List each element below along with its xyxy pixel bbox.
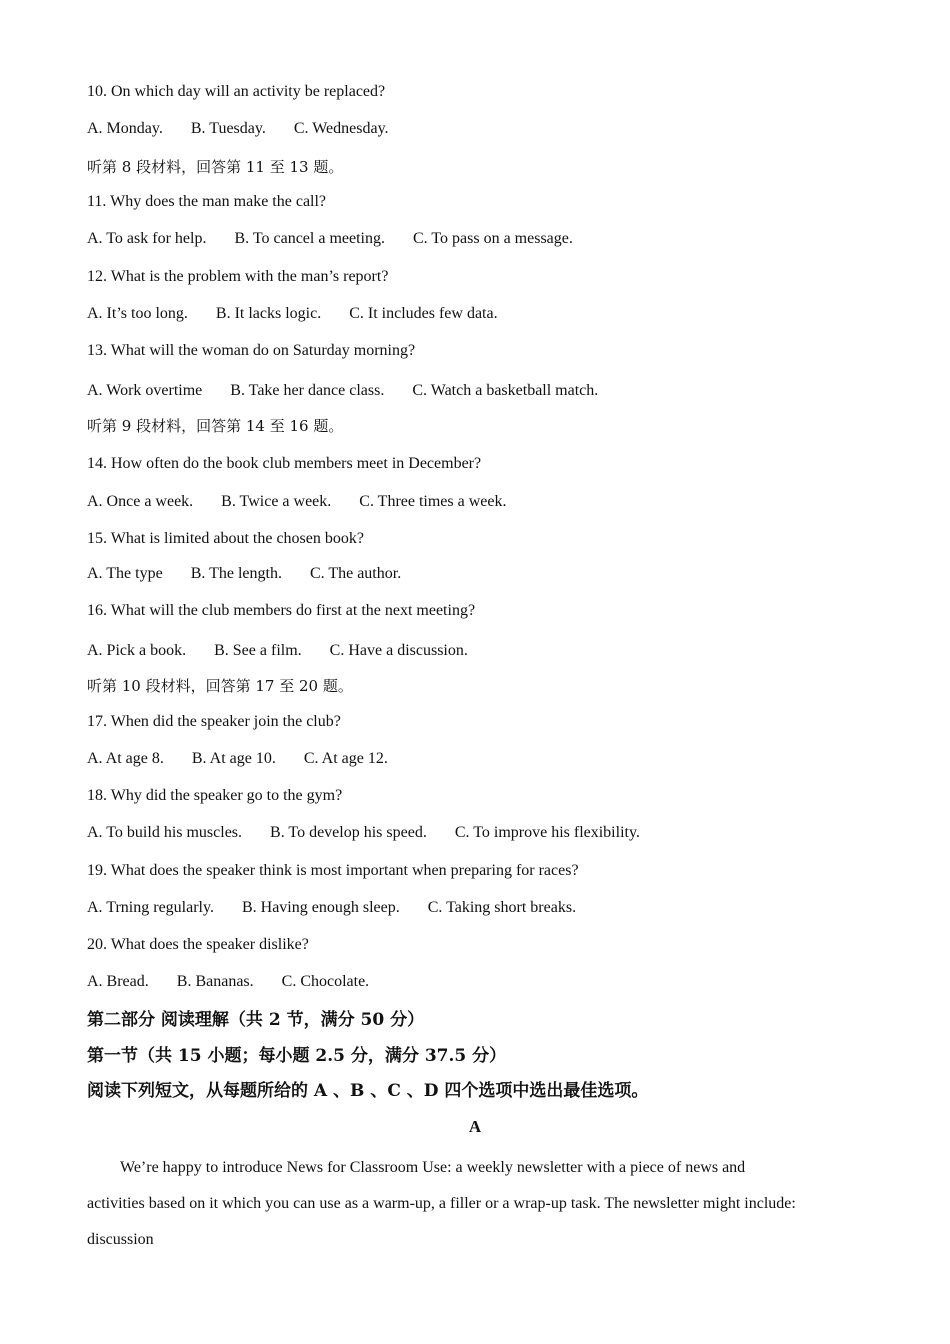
option-a: A. The type bbox=[87, 565, 163, 582]
question-17-stem: 17. When did the speaker join the club? bbox=[87, 713, 341, 730]
question-18-options bbox=[87, 823, 668, 843]
option-c: C. At age 12. bbox=[303, 750, 388, 767]
option-a: A. To build his muscles. bbox=[87, 824, 243, 841]
option-c: C. Chocolate. bbox=[281, 973, 370, 990]
option-b: B. To develop his speed. bbox=[270, 824, 427, 841]
question-15-stem: 15. What is limited about the chosen book? bbox=[87, 530, 364, 547]
question-10-options bbox=[87, 119, 417, 139]
passage-line-2: activities based on it which you can use as a warm-up, a filler or a wrap-up task. The newsletter might include: bbox=[87, 1195, 796, 1212]
passage-line-3: discussion bbox=[87, 1231, 154, 1248]
option-c: C. Three times a week. bbox=[359, 493, 507, 510]
question-10-stem: 10. On which day will an activity be replaced? bbox=[87, 83, 386, 100]
option-c: C. It includes few data. bbox=[349, 305, 498, 322]
question-12-options bbox=[87, 304, 526, 324]
option-c: C. The author. bbox=[309, 565, 402, 582]
option-a: A. It’s too long. bbox=[87, 305, 188, 322]
part-two-heading: 第二部分 阅读理解（共 2 节，满分 50 分） bbox=[87, 1010, 425, 1030]
passage-line-1: We’re happy to introduce News for Classroom Use: a weekly newsletter with a piece of news and bbox=[120, 1159, 746, 1176]
question-20-options bbox=[87, 972, 397, 992]
section-8-instruction: 听第 8 段材料，回答第 11 至 13 题。 bbox=[87, 158, 344, 176]
question-11-stem: 11. Why does the man make the call? bbox=[87, 193, 327, 210]
option-b: B. To cancel a meeting. bbox=[234, 230, 385, 247]
option-b: B. Tuesday. bbox=[190, 120, 266, 137]
option-c: C. Watch a basketball match. bbox=[412, 382, 599, 399]
question-18-stem: 18. Why did the speaker go to the gym? bbox=[87, 787, 343, 804]
option-c: C. Have a discussion. bbox=[329, 642, 468, 659]
passage-title: A bbox=[468, 1117, 482, 1136]
section-9-instruction: 听第 9 段材料，回答第 14 至 16 题。 bbox=[87, 417, 344, 435]
option-c: C. To improve his flexibility. bbox=[454, 824, 640, 841]
option-c: C. Taking short breaks. bbox=[427, 899, 577, 916]
option-b: B. See a film. bbox=[214, 642, 302, 659]
option-a: A. At age 8. bbox=[87, 750, 164, 767]
question-13-options bbox=[87, 381, 626, 401]
option-a: A. Bread. bbox=[87, 973, 149, 990]
question-15-options bbox=[87, 564, 429, 584]
question-20-stem: 20. What does the speaker dislike? bbox=[87, 936, 309, 953]
option-b: B. At age 10. bbox=[191, 750, 276, 767]
option-b: B. Take her dance class. bbox=[230, 382, 385, 399]
question-12-stem: 12. What is the problem with the man’s report? bbox=[87, 268, 389, 285]
question-14-options bbox=[87, 492, 535, 512]
option-a: A. Once a week. bbox=[87, 493, 194, 510]
option-b: B. Bananas. bbox=[176, 973, 254, 990]
question-19-options bbox=[87, 898, 604, 918]
question-19-stem: 19. What does the speaker think is most important when preparing for races? bbox=[87, 862, 579, 879]
question-14-stem: 14. How often do the book club members meet in December? bbox=[87, 455, 482, 472]
section-10-instruction: 听第 10 段材料，回答第 17 至 20 题。 bbox=[87, 677, 353, 695]
question-17-options bbox=[87, 749, 416, 769]
option-b: B. Twice a week. bbox=[221, 493, 332, 510]
option-a: A. To ask for help. bbox=[87, 230, 207, 247]
question-16-options bbox=[87, 641, 496, 661]
section-one-heading: 第一节（共 15 小题；每小题 2.5 分，满分 37.5 分） bbox=[87, 1046, 507, 1066]
question-16-stem: 16. What will the club members do first at the next meeting? bbox=[87, 602, 476, 619]
option-a: A. Work overtime bbox=[87, 382, 203, 399]
option-a: A. Monday. bbox=[87, 120, 163, 137]
option-c: C. Wednesday. bbox=[293, 120, 389, 137]
question-13-stem: 13. What will the woman do on Saturday morning? bbox=[87, 342, 416, 359]
option-a: A. Trning regularly. bbox=[87, 899, 214, 916]
option-b: B. The length. bbox=[190, 565, 282, 582]
option-b: B. Having enough sleep. bbox=[241, 899, 400, 916]
question-11-options bbox=[87, 229, 601, 249]
option-c: C. To pass on a message. bbox=[412, 230, 573, 247]
reading-instruction: 阅读下列短文，从每题所给的 A 、B 、C 、D 四个选项中选出最佳选项。 bbox=[87, 1081, 649, 1101]
option-b: B. It lacks logic. bbox=[215, 305, 322, 322]
option-a: A. Pick a book. bbox=[87, 642, 187, 659]
